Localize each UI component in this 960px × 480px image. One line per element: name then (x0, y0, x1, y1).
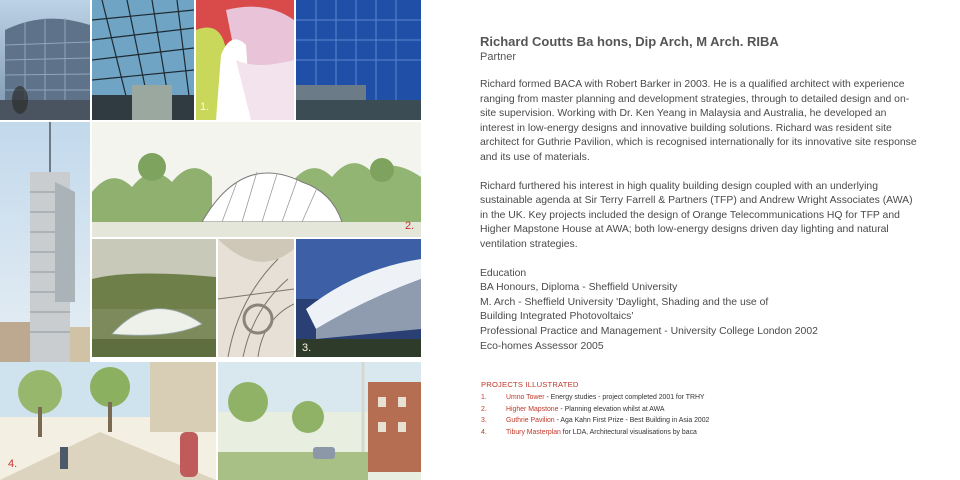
profile-name: Richard Coutts Ba hons, Dip Arch, M Arch. RIBA (480, 34, 779, 49)
education-heading: Education (480, 267, 527, 279)
profile-role: Partner (480, 51, 517, 63)
project-title: Umno Tower (506, 394, 545, 401)
project-image-collage (0, 0, 421, 480)
project-description: for LDA, Architectural visualisations by baca (560, 428, 697, 436)
project-description: - Energy studies - project completed 2001 for TRHY (544, 394, 705, 401)
image-label-1: 1. (200, 101, 210, 113)
profile-section (480, 34, 920, 354)
image-label-2: 2. (405, 220, 415, 232)
project-description: - Aga Kahn First Prize - Best Building in Asia 2002 (554, 417, 710, 425)
project-title: Tibury Masterplan (506, 428, 561, 436)
education-item: Professional Practice and Management - University College London 2002 (480, 325, 818, 337)
project-item (481, 404, 921, 416)
education-list (480, 267, 920, 355)
bio-paragraph-1: Richard formed BACA with Robert Barker in 2003. He is a qualified architect with experience ranging from master planning and development strategies, through to detailed design and on-site supervision. Working with Dr. Ken Yeang in Malaysia and Australia, he developed an interest in low-energy designs and innovative building solutions. Richard was resident site architect for Guthrie Pavilion, which is recognised internationally for its innovative site response and its use of materials. (480, 79, 917, 163)
education-item: Eco-homes Assessor 2005 (480, 340, 604, 352)
diagram-tower-section (196, 0, 294, 120)
photo-guthrie-pavilion-aerial (92, 239, 216, 357)
image-label-4: 4. (8, 458, 18, 470)
photo-pavilion-interior (218, 239, 294, 357)
project-item (481, 392, 921, 404)
photo-glass-roof (92, 0, 194, 120)
sketch-tilbury-residential (218, 362, 421, 480)
project-description: - Planning elevation whilst at AWA (558, 405, 665, 413)
photo-umno-tower (0, 122, 90, 362)
project-item (481, 427, 921, 439)
education-item: M. Arch - Sheffield University 'Daylight, Shading and the use of (480, 296, 769, 308)
sketch-higher-mapstone (92, 122, 421, 237)
project-item (481, 415, 921, 427)
projects-illustrated (481, 380, 921, 438)
photo-office-building (0, 0, 90, 120)
project-number: 1. (481, 394, 487, 401)
education-item: Building Integrated Photovoltaics' (480, 311, 634, 323)
photo-blue-tower-facade (296, 0, 421, 120)
projects-heading: PROJECTS ILLUSTRATED (481, 380, 579, 389)
project-title: Guthrie Pavilion (506, 417, 555, 425)
photo-pavilion-roof-sky (296, 239, 421, 357)
education-item: BA Honours, Diploma - Sheffield University (480, 282, 678, 294)
bio-paragraph-2: Richard furthered his interest in high quality building design coupled with an underlying sustainable agenda at Sir Terry Farrell & Partners (TFP) and Andrew Wright Associates (AWA) in the UK. Key projects included the design of Orange Telecommunications HQ for TFP and Higher Mapstone House at AWA; both low-energy designs driven day lighting and natural ventilation strategies. (480, 180, 913, 250)
project-number: 3. (481, 417, 487, 425)
project-title: Higher Mapstone (506, 405, 559, 413)
project-number: 2. (481, 405, 487, 413)
sketch-tilbury-street (0, 362, 216, 480)
project-number: 4. (481, 428, 487, 436)
image-label-3: 3. (302, 342, 312, 354)
